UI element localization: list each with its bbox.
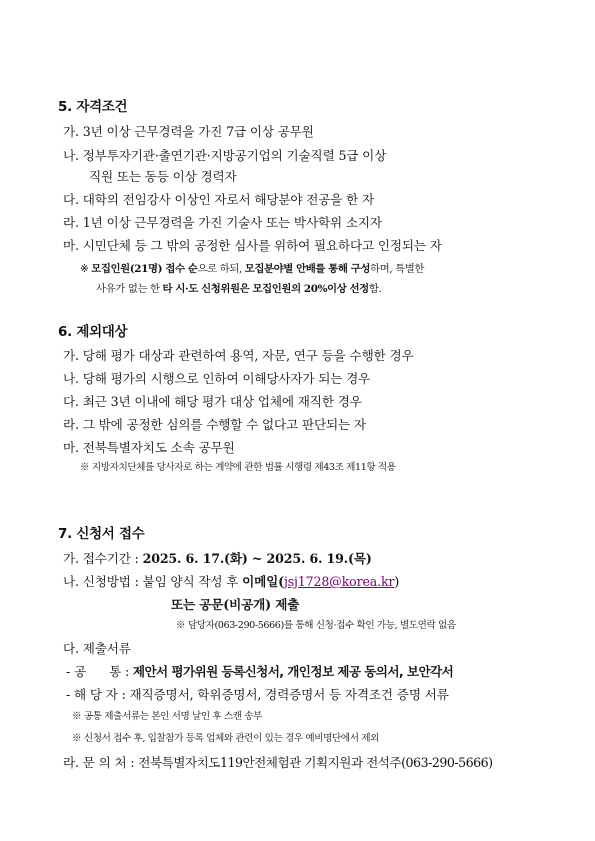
exclusion-item-4: 라. 그 밖에 공정한 심의를 수행할 수 없다고 판단되는 자: [63, 417, 366, 432]
exclusion-item-3: 다. 최근 3년 이내에 해당 평가 대상 업체에 재직한 경우: [63, 394, 362, 409]
documents-note-2: ※ 신청서 접수 후, 입찰참가 등록 업체와 관련이 있는 경우 예비명단에서 제외: [72, 733, 380, 744]
application-period: 가. 접수기간 : 2025. 6. 17.(화) ~ 2025. 6. 19.(목): [63, 551, 372, 566]
qualification-item-1: 가. 3년 이상 근무경력을 가진 7급 이상 공무원: [63, 124, 314, 139]
recruitment-note-line-2: 사유가 없는 한 타 시·도 신청위원은 모집인원의 20%이상 선정함.: [96, 283, 382, 295]
qualification-item-2: 나. 정부투자기관·출연기관·지방공기업의 기술직렬 5급 이상: [63, 148, 387, 163]
application-method-alt: 또는 공문(비공개) 제출: [171, 597, 300, 612]
section-7-heading: 7. 신청서 접수: [58, 526, 145, 542]
application-method: 나. 신청방법 : 붙임 양식 작성 후 이메일(jsj1728@korea.kr): [63, 574, 400, 589]
section-5-heading: 5. 자격조건: [58, 99, 128, 115]
qualification-item-2-cont: 직원 또는 동등 이상 경력자: [89, 169, 237, 184]
section-6-heading: 6. 제외대상: [58, 324, 128, 340]
recruitment-composition: 모집분야별 안배를 통해 구성: [244, 263, 371, 275]
qualification-item-3: 다. 대학의 전임강사 이상인 자로서 해당분야 전공을 한 자: [63, 192, 375, 207]
other-province-quota: 타 시·도 신청위원은 모집인원의 20%이상 선정: [162, 283, 369, 295]
required-documents-label: 다. 제출서류: [63, 641, 131, 656]
exclusion-note: ※ 지방자치단체를 당사자로 하는 계약에 관한 법률 시행령 제43조 제11항 적용: [80, 462, 396, 473]
application-method-note: ※ 담당자(063-290-5666)를 통해 신청·접수 확인 가능, 별도연락 없음: [176, 620, 456, 631]
qualification-item-5: 마. 시민단체 등 그 밖의 공정한 심사를 위하여 필요하다고 인정되는 자: [63, 238, 442, 253]
recruitment-note-line-1: ※ 모집인원(21명) 접수 순으로 하되, 모집분야별 안배를 통해 구성하며, 특별한: [80, 263, 425, 275]
contact-info: 라. 문 의 처 : 전북특별자치도119안전체험관 기획지원과 전석주(063-290-5666): [63, 755, 493, 770]
common-documents: - 공 통 : 제안서 평가위원 등록신청서, 개인정보 제공 동의서, 보안각서: [66, 664, 454, 679]
exclusion-item-1: 가. 당해 평가 대상과 관련하여 용역, 자문, 연구 등을 수행한 경우: [63, 348, 414, 363]
common-documents-value: 제안서 평가위원 등록신청서, 개인정보 제공 동의서, 보안각서: [132, 664, 454, 679]
documents-note-1: ※ 공통 제출서류는 본인 서명 날인 후 스캔 송부: [72, 711, 263, 722]
exclusion-item-2: 나. 당해 평가의 시행으로 인하여 이해당사자가 되는 경우: [63, 371, 371, 386]
qualification-item-4: 라. 1년 이상 근무경력을 가진 기술사 또는 박사학위 소지자: [63, 215, 382, 230]
contact-info-value: 전북특별자치도119안전체험관 기획지원과 전석주(063-290-5666): [138, 755, 493, 770]
note-mark: ※: [80, 263, 89, 275]
application-period-value: 2025. 6. 17.(화) ~ 2025. 6. 19.(목): [142, 551, 372, 566]
applicant-documents-value: 재직증명서, 학위증명서, 경력증명서 등 자격조건 증명 서류: [129, 687, 449, 702]
recruitment-count: 모집인원(21명) 접수 순: [91, 263, 198, 275]
exclusion-item-5: 마. 전북특별자치도 소속 공무원: [63, 440, 235, 455]
applicant-documents: - 해 당 자 : 재직증명서, 학위증명서, 경력증명서 등 자격조건 증명 서류: [66, 687, 449, 702]
contact-email-link[interactable]: jsj1728@korea.kr: [283, 574, 395, 589]
